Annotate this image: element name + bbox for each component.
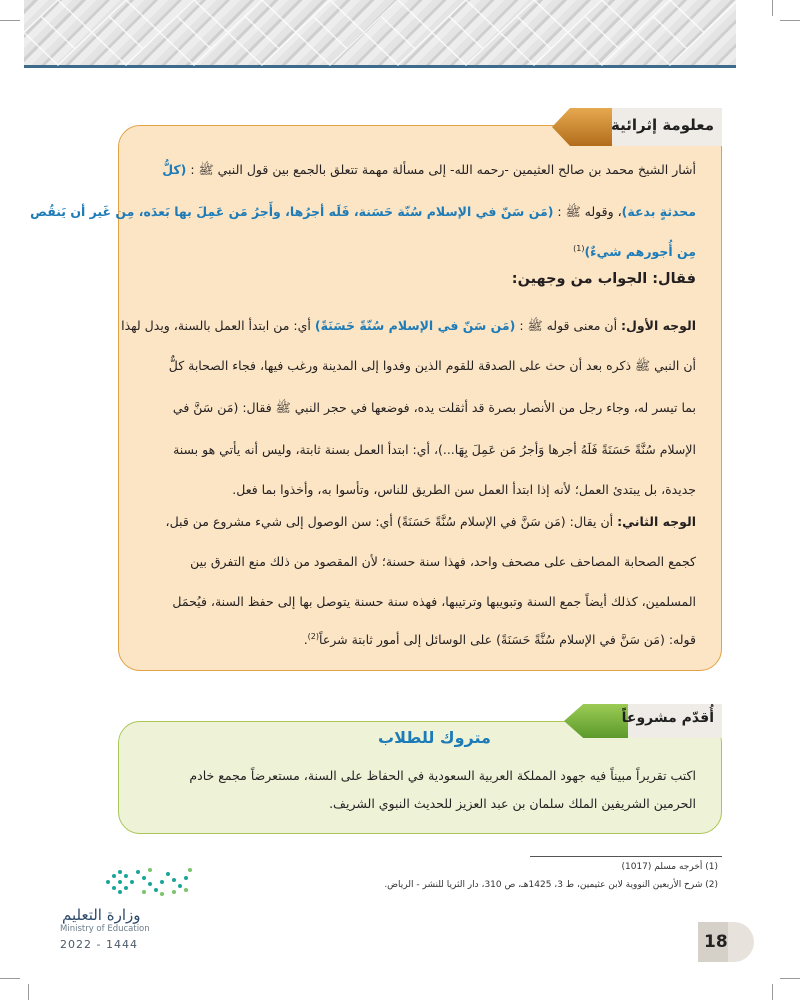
ministry-name-en: Ministry of Education bbox=[60, 924, 150, 934]
crop-mark bbox=[0, 20, 20, 21]
project-subtitle: متروك للطلاب bbox=[378, 728, 491, 747]
text-line: جديدة، بل يبتدئ العمل؛ لأنه إذا ابتدأ العمل سن الطريق للناس، وتأسوا به، وأخذوا بما فعل. bbox=[232, 482, 696, 497]
text-line bbox=[112, 160, 696, 180]
project-title: أُقدّم مشروعاً bbox=[621, 710, 714, 726]
project-text bbox=[136, 762, 696, 818]
crop-mark bbox=[0, 978, 20, 979]
text-line: أن النبي ﷺ ذكره بعد أن حث على الصدقة للقوم الذين وفدوا إلى المدينة ورغب فيها، فجاء الصحابة كلٌّ bbox=[168, 358, 696, 373]
footnote: (2) شرح الأربعين النووية لابن عثيمين، ط 3، 1425هـ، ص 310، دار الثريا للنشر - الرياض. bbox=[384, 880, 718, 890]
crop-mark bbox=[772, 0, 773, 16]
text-segment: ، وقوله ﷺ : bbox=[553, 204, 622, 219]
text-line: الحرمين الشريفين الملك سلمان بن عبد العزيز للحديث النبوي الشريف. bbox=[329, 796, 696, 811]
crop-mark bbox=[28, 984, 29, 1000]
text-segment: أن يقال: (مَن سَنَّ في الإسلام سُنَّةً حَسَنَةً) أي: سن الوصول إلى شيء مشروع من قبل، bbox=[165, 514, 618, 529]
hadith-quote: (مَن سَنّ في الإسلام سُنّةً حَسَنَةً) bbox=[314, 318, 516, 333]
section-heading: فقال: الجواب من وجهين: bbox=[511, 271, 696, 287]
hadith-quote: مِن أُجورهم شيءٌ) bbox=[584, 244, 696, 259]
project-tab bbox=[552, 704, 722, 738]
footnote-ref: (2) bbox=[307, 631, 320, 641]
text-line: المسلمين، كذلك أيضاً جمع السنة وتبويبها وترتيبها، فهذه سنة حسنة يتوصل بها إلى حفظ السنة، فيُحمَل bbox=[172, 594, 696, 609]
footnote-divider bbox=[530, 856, 722, 857]
face-label: الوجه الأول: bbox=[621, 318, 696, 333]
text-line: الإسلام سُنَّةً حَسَنَةً فَلَهُ أجرها وَأجرُ مَن عَمِلَ بِهَا...)، أي: ابتدأ العمل بسنة ثابتة، وليس أنه يأتي هو بسنة bbox=[173, 442, 696, 457]
crop-mark bbox=[780, 978, 800, 979]
footnote: (1) أخرجه مسلم (1017) bbox=[621, 862, 718, 872]
face-label: الوجه الثاني: bbox=[617, 514, 696, 529]
enrichment-info-tab bbox=[552, 108, 722, 146]
ministry-name: وزارة التعليم bbox=[62, 906, 141, 924]
text-line bbox=[30, 202, 696, 222]
ribbon-arrow-icon bbox=[552, 108, 612, 146]
text-line bbox=[112, 316, 696, 336]
text-line: بما تيسر له، وجاء رجل من الأنصار بصرة قد أثقلت يده، فوضعها في حجر النبي ﷺ فقال: (مَن سَنَّ في bbox=[172, 400, 696, 415]
text-segment: أن معنى قوله ﷺ : bbox=[515, 318, 622, 333]
crop-mark bbox=[780, 20, 800, 21]
enrichment-info-title: معلومة إثرائية bbox=[611, 116, 714, 134]
hadith-quote: (مَن سَنّ في الإسلام سُنّة حَسَنة، فَلَه أجرُها، وأَجرُ مَن عَمِلَ بها بَعدَه، مِن غَير أن يَنقُص bbox=[30, 204, 554, 219]
text-line: اكتب تقريراً مبيناً فيه جهود المملكة العربية السعودية في الحفاظ على السنة، مستعرضاً مجمع خادم bbox=[189, 768, 696, 783]
text-line bbox=[112, 242, 696, 262]
text-segment: أي: من ابتدأ العمل بالسنة، ويدل لهذا bbox=[121, 318, 315, 333]
header-banner bbox=[24, 0, 736, 68]
text-segment: . bbox=[303, 632, 308, 647]
text-line bbox=[112, 512, 696, 532]
crop-mark bbox=[772, 984, 773, 1000]
hadith-quote: محدثةٍ بدعة) bbox=[621, 204, 696, 219]
text-line bbox=[112, 630, 696, 650]
edition-year: 2022 - 1444 bbox=[60, 938, 138, 951]
geometric-pattern-icon bbox=[24, 0, 736, 65]
hadith-quote: (كلُّ bbox=[162, 162, 187, 177]
ribbon-arrow-icon bbox=[564, 704, 628, 738]
ministry-logo-icon bbox=[100, 862, 196, 902]
text-segment: أشار الشيخ محمد بن صالح العثيمين -رحمه الله- إلى مسألة مهمة تتعلق بالجمع بين قول النبي ﷺ : bbox=[186, 162, 696, 177]
text-line: كجمع الصحابة المصاحف على مصحف واحد، فهذا سنة حسنة؛ لأن المقصود من ذلك منع التفرق بين bbox=[190, 554, 696, 569]
text-segment: قوله: (مَن سَنَّ في الإسلام سُنَّةً حَسَنَةً) على الوسائل إلى أمور ثابتة شرعاً bbox=[319, 632, 696, 647]
footnote-ref: (1) bbox=[573, 243, 585, 253]
page-number: 18 bbox=[704, 932, 728, 952]
